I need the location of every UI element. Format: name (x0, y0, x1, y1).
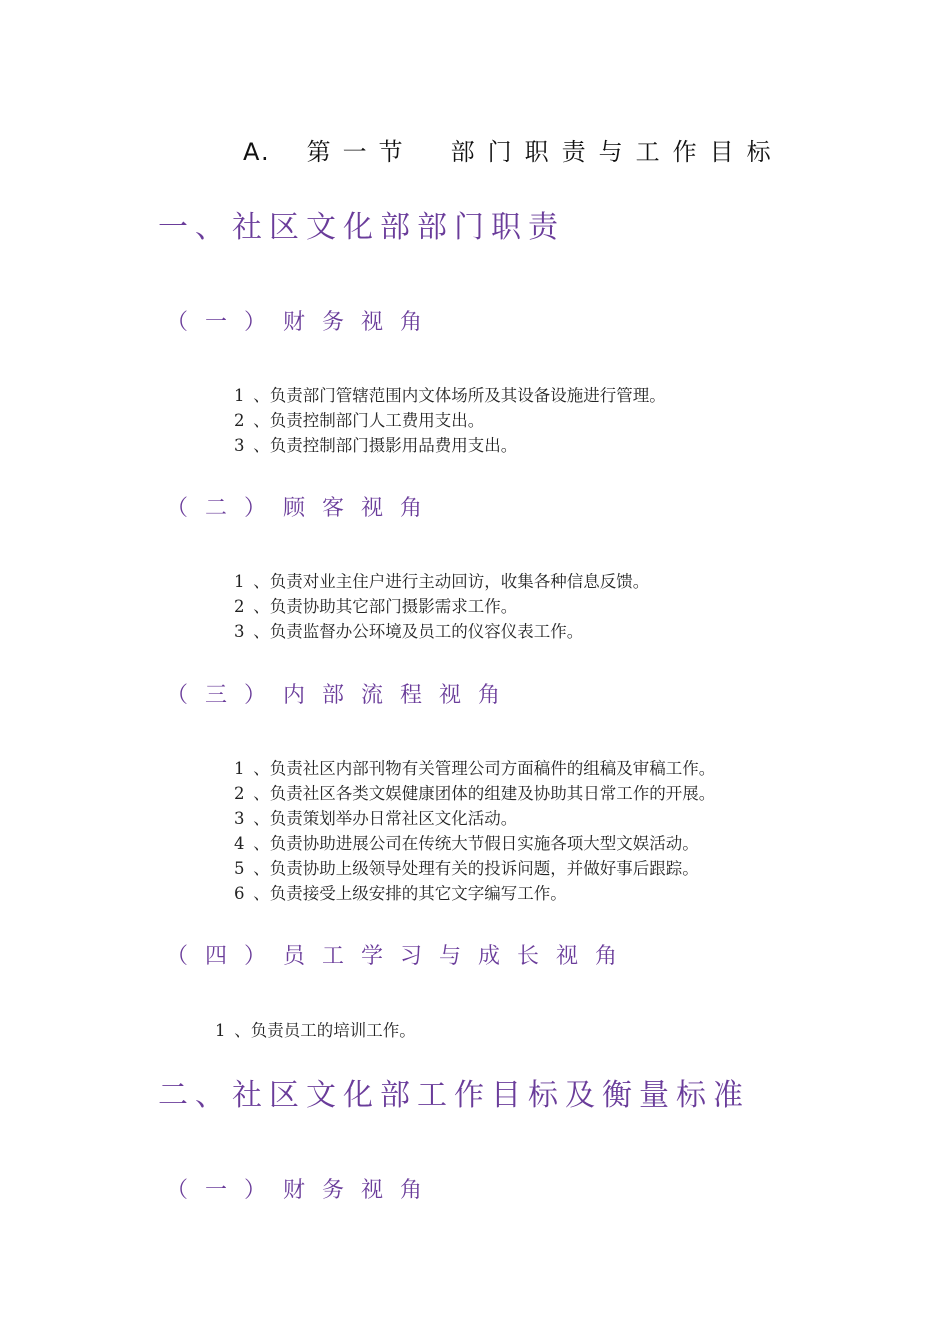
list-item (234, 806, 715, 831)
item-text: 、负责控制部门摄影用品费用支出。 (253, 436, 518, 455)
list-item (234, 881, 715, 906)
item-text: 、负责社区各类文娱健康团体的组建及协助其日常工作的开展。 (253, 784, 716, 803)
section-heading: （二）顾客视角 (166, 496, 440, 521)
item-number: 2 (234, 784, 245, 803)
list-item (234, 408, 666, 433)
item-text: 、负责员工的培训工作。 (234, 1021, 416, 1040)
list-item (234, 569, 649, 594)
list-item (234, 856, 715, 881)
item-number: 1 (234, 386, 245, 405)
part1-heading: 一、社区文化部部门职责 (158, 210, 565, 245)
item-number: 5 (234, 859, 245, 878)
item-text: 、负责协助其它部门摄影需求工作。 (253, 597, 518, 616)
list-item (234, 619, 649, 644)
chapter-prefix: A. (243, 138, 271, 166)
item-number: 1 (234, 572, 245, 591)
item-number: 1 (215, 1021, 226, 1040)
section-list (234, 756, 715, 906)
chapter-section: 第一节 (306, 138, 415, 166)
item-text: 、负责对业主住户进行主动回访，收集各种信息反馈。 (253, 572, 650, 591)
part2-heading: 二、社区文化部工作目标及衡量标准 (158, 1078, 750, 1113)
item-text: 、负责社区内部刊物有关管理公司方面稿件的组稿及审稿工作。 (253, 759, 716, 778)
item-text: 、负责部门管辖范围内文体场所及其设备设施进行管理。 (253, 386, 666, 405)
item-text: 、负责接受上级安排的其它文字编写工作。 (253, 884, 567, 903)
item-number: 3 (234, 436, 245, 455)
list-item (234, 831, 715, 856)
section-list (234, 383, 666, 458)
list-item (234, 594, 649, 619)
item-text: 、负责协助进展公司在传统大节假日实施各项大型文娱活动。 (253, 834, 699, 853)
item-text: 、负责监督办公环境及员工的仪容仪表工作。 (253, 622, 584, 641)
list-item (234, 781, 715, 806)
chapter-title-text: 部门职责与工作目标 (450, 138, 784, 166)
section-heading: （四）员工学习与成长视角 (166, 944, 635, 969)
item-number: 3 (234, 622, 245, 641)
section-heading: （三）内部流程视角 (166, 683, 518, 708)
section-heading: （一）财务视角 (166, 1178, 440, 1203)
item-number: 3 (234, 809, 245, 828)
item-text: 、负责控制部门人工费用支出。 (253, 411, 485, 430)
item-text: 、负责策划举办日常社区文化活动。 (253, 809, 518, 828)
section-list (215, 1018, 416, 1043)
item-number: 2 (234, 597, 245, 616)
list-item (234, 756, 715, 781)
item-number: 4 (234, 834, 245, 853)
chapter-title (243, 132, 784, 167)
item-text: 、负责协助上级领导处理有关的投诉问题，并做好事后跟踪。 (253, 859, 699, 878)
list-item (234, 383, 666, 408)
section-heading: （一）财务视角 (166, 310, 440, 335)
item-number: 1 (234, 759, 245, 778)
item-number: 2 (234, 411, 245, 430)
section-list (234, 569, 649, 644)
list-item (215, 1018, 416, 1043)
item-number: 6 (234, 884, 245, 903)
list-item (234, 433, 666, 458)
